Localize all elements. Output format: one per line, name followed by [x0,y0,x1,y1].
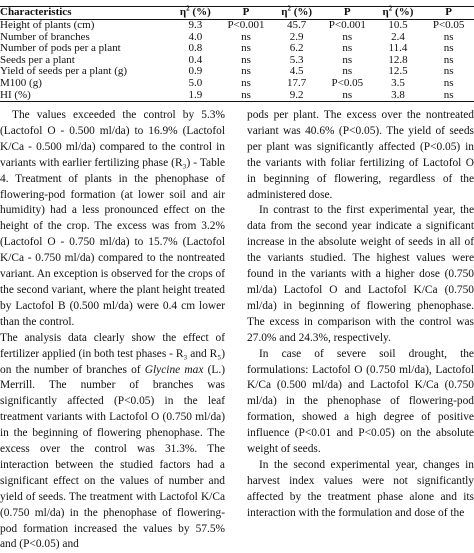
table-row-label: HI (%) [0,90,170,102]
table-header-p: P [423,7,474,20]
table-header-characteristics: Characteristics [0,7,170,20]
table-header-eta: $\eta^2$ (%) [271,7,322,20]
table-row [0,78,474,90]
table-row [0,20,474,32]
table-cell: 17.7 [287,76,307,89]
paragraph: In case of severe soil drought, the formulations: Lactofol O (0.750 ml/da), Lactofol K/Ca (0.500 ml/da) and Lactofol K/Ca (0.750 ml/da) in the phenophase of flowering-pod formation, showed a high degree of positive influence (P<0.01 and P<0.05) on the absolute weight of seeds. [247,347,474,456]
table-header-eta: $\eta^2$ (%) [373,7,424,20]
paragraph: In the second experimental year, changes in harvest index values were not significantly affected by the treatment phase alone and its interaction with the formulation and dose of the [247,458,474,519]
paragraph: pods per plant. The excess over the nontreated variant was 40.6% (P<0.05). The yield of seeds per plant was significantly affected (P<0.05) in the variants with foliar fertilizing of Lactofol O in beginning of flowering, regardless of the administered dose. [247,109,474,201]
table-cell: ns [241,65,251,78]
table-cell: 4.5 [289,65,304,78]
table-cell: ns [443,53,454,66]
species-name: Glycine max [144,363,204,376]
table-cell: ns [443,30,454,43]
table-cell: ns [443,42,454,55]
table-cell: 5.0 [188,76,203,89]
table-cell: ns [342,65,353,78]
table-cell: ns [322,90,373,102]
table-cell: 5.3 [289,53,304,66]
table-cell: 0.8 [188,42,203,55]
table-row-label: Number of pods per a plant [0,42,121,55]
paragraph: The values exceeded the control by 5.3% (Lactofol O - 0.500 ml/da) to 16.9% (Lactofol K/Ca - 0.500 ml/da) compared to the control in variants with earlier fertilizing phase (R₃) - Table 4. Treatment of plants in the phenophase of flowering-pod formation (at lower soil and air humidity) had a less pronounced effect on the height of the crop. The excess was from 3.2% (Lactofol O - 0.750 ml/da) to 15.7% (Lactofol K/Ca - 0.750 ml/da) compared to the nontreated variant. An exception is observed for the crops of the second variant, where the plant height treated by Lactofol B (0.500 ml/da) were 0.4 cm lower than the control. [0,109,225,328]
table-cell: ns [342,30,353,43]
paragraph-text: The analysis data clearly show the effect of fertilizer applied (in both test phases - R₃ and R₅) on the number of branches of [0,331,225,376]
table-cell: 12.5 [388,65,408,78]
paragraph [0,331,225,553]
table-header-p: P [322,7,373,20]
paragraph-text: (L.) Merrill. The number of branches was significantly affected (P<0.05) in the leaf treatment variants with Lactofol O (0.750 ml/da) in the beginning of flowering phenophase. The excess over the control was 31.3%. The interaction between the studied factors had a significant effect on the values of number and yield of seeds. The treatment with Lactofol K/Ca (0.750 ml/da) in the phenophase of flowering-pod formation increased the values by 57.5% and (P<0.05) and [0,363,225,551]
table-cell: ns [423,90,474,102]
table-cell: ns [241,53,251,66]
table-row-label: Seeds per a plant [0,53,75,66]
table-cell: 3.5 [391,76,405,89]
table-row-label: Height of plants (cm) [0,19,95,31]
table-cell: ns [443,76,454,89]
table-row-label: M100 (g) [0,76,42,89]
table-cell: ns [342,53,353,66]
table-cell: 9.3 [188,19,203,31]
table-cell: ns [221,90,272,102]
table-cell: 9.2 [271,90,322,102]
table-cell: 0.4 [188,53,203,66]
table-cell: 10.5 [388,19,408,31]
table-row-label: Number of branches [0,30,90,43]
table-cell: P<0.05 [432,19,465,31]
table-cell: 1.9 [170,90,221,102]
table-row-label: Yield of seeds per a plant (g) [0,65,128,78]
table-cell: P<0.001 [328,19,366,31]
results-table [0,0,474,102]
table-cell: 2.4 [391,30,405,43]
table-body [0,20,474,102]
table-cell: 11.4 [388,42,408,55]
right-text-column [247,108,474,522]
table-cell: 4.0 [188,30,203,43]
table-cell: ns [443,65,454,78]
table-cell: ns [342,42,353,55]
table-cell: ns [241,76,251,89]
table-cell: 0.9 [188,65,203,78]
table-header-row [0,7,474,20]
table-row [0,90,474,102]
table-header-eta: $\eta^2$ (%) [170,7,221,20]
left-text-column [0,108,225,553]
table-cell: 2.9 [289,30,304,43]
table-cell: 12.8 [388,53,408,66]
table-cell: 3.8 [373,90,424,102]
table-cell: P<0.001 [227,19,265,31]
table-cell: ns [241,30,251,43]
table-cell: ns [241,42,251,55]
paragraph: In contrast to the first experimental year, the data from the second year indicate a significant increase in the absolute weight of seeds in all of the variants studied. The highest values were found in the variants with a higher dose (0.750 ml/da) Lactofol O and Lactofol K/Ca (0.750 ml/da) in beginning of flowering phenophase. The excess in comparison with the control was 27.0% and 24.3%, respectively. [247,204,474,344]
table-cell: 6.2 [289,42,304,55]
table-header-p: P [221,7,272,20]
table-cell: P<0.05 [331,76,364,89]
table-cell: 45.7 [287,19,307,31]
